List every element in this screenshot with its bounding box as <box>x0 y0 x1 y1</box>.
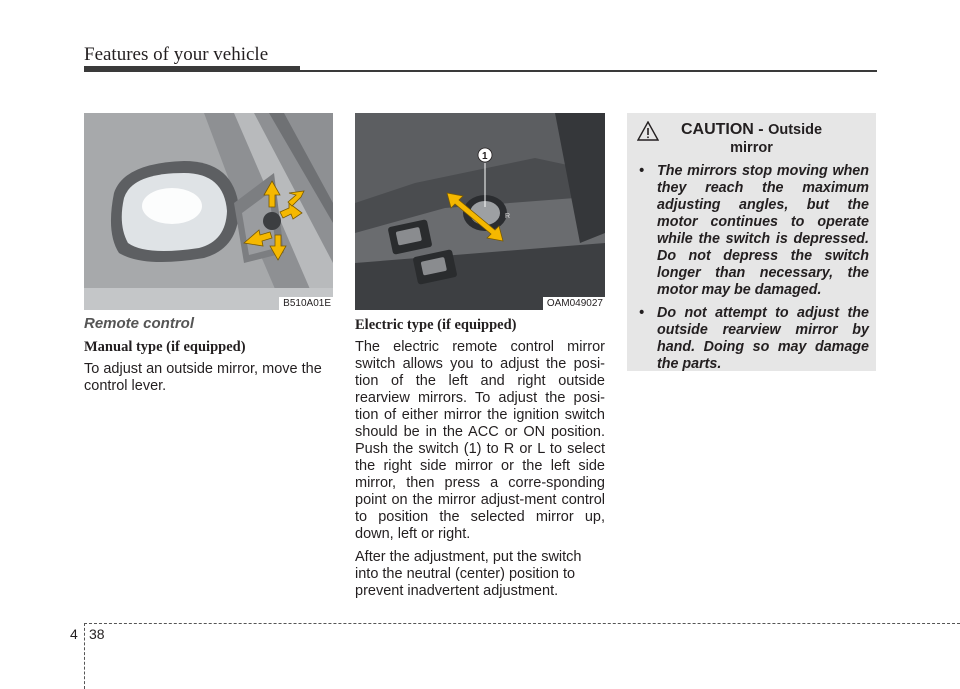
caution-bullet <box>637 163 869 299</box>
caution-list <box>637 163 869 379</box>
caution-title-tail-1: Outside <box>768 122 823 138</box>
caution-title: CAUTION - <box>680 121 764 138</box>
manual-type-paragraph: To adjust an outside mirror, move the control lever. <box>84 361 322 394</box>
page-header-title: Features of your vehicle <box>84 44 269 65</box>
caution-title-tail-2: mirror <box>730 140 773 156</box>
chapter-number: 4 <box>70 626 78 642</box>
caution-box <box>627 113 876 371</box>
manual-mirror-photo <box>84 113 333 310</box>
caution-heading <box>627 121 876 157</box>
manual-type-heading: Manual type (if equipped) <box>84 339 246 355</box>
footer-vertical-rule <box>84 623 85 689</box>
page-number: 38 <box>89 626 105 642</box>
left-column <box>84 314 334 401</box>
caution-bullet <box>637 305 869 373</box>
electric-type-paragraph-2: After the adjustment, put the switch into the neutral (center) position to prevent inadvertent adjustment. <box>355 549 582 599</box>
header-bar <box>84 66 300 72</box>
svg-text:R: R <box>505 213 511 220</box>
remote-control-subtitle: Remote control <box>84 315 195 332</box>
middle-column <box>355 314 605 606</box>
bullet-dot: • <box>639 305 645 321</box>
callout-1: 1 <box>482 151 488 162</box>
photo-code-left: B510A01E <box>279 297 333 310</box>
bullet-dot: • <box>639 163 645 179</box>
footer-rule <box>84 623 960 624</box>
photo-code-middle: OAM049027 <box>543 297 605 310</box>
electric-switch-photo <box>355 113 605 310</box>
caution-bullet-text: The mirrors stop moving when they reach the maximum adjusting angles, but the motor continues to operate while the switch is depressed. Do not depress the switch longer than necessary, the motor may be damaged. <box>657 163 869 298</box>
manual-mirror-illustration <box>84 113 333 310</box>
electric-switch-illustration <box>355 113 605 310</box>
header-rule <box>300 70 877 72</box>
electric-type-paragraph-1: The electric remote control mirror switch allows you to adjust the posi-tion of the left and right outside rearview mirrors. To adjust the posi-tion of either mirror the ignition switch should be in the ACC or ON position. Push the switch (1) to R or L to select the right side mirror or the left side mirror, then press a corre-sponding point on the mirror adjust-ment control to position the selected mirror up, down, left or right. <box>355 339 605 542</box>
caution-bullet-text: Do not attempt to adjust the outside rearview mirror by hand. Doing so may damage the parts. <box>657 305 869 372</box>
electric-type-heading: Electric type (if equipped) <box>355 317 517 333</box>
